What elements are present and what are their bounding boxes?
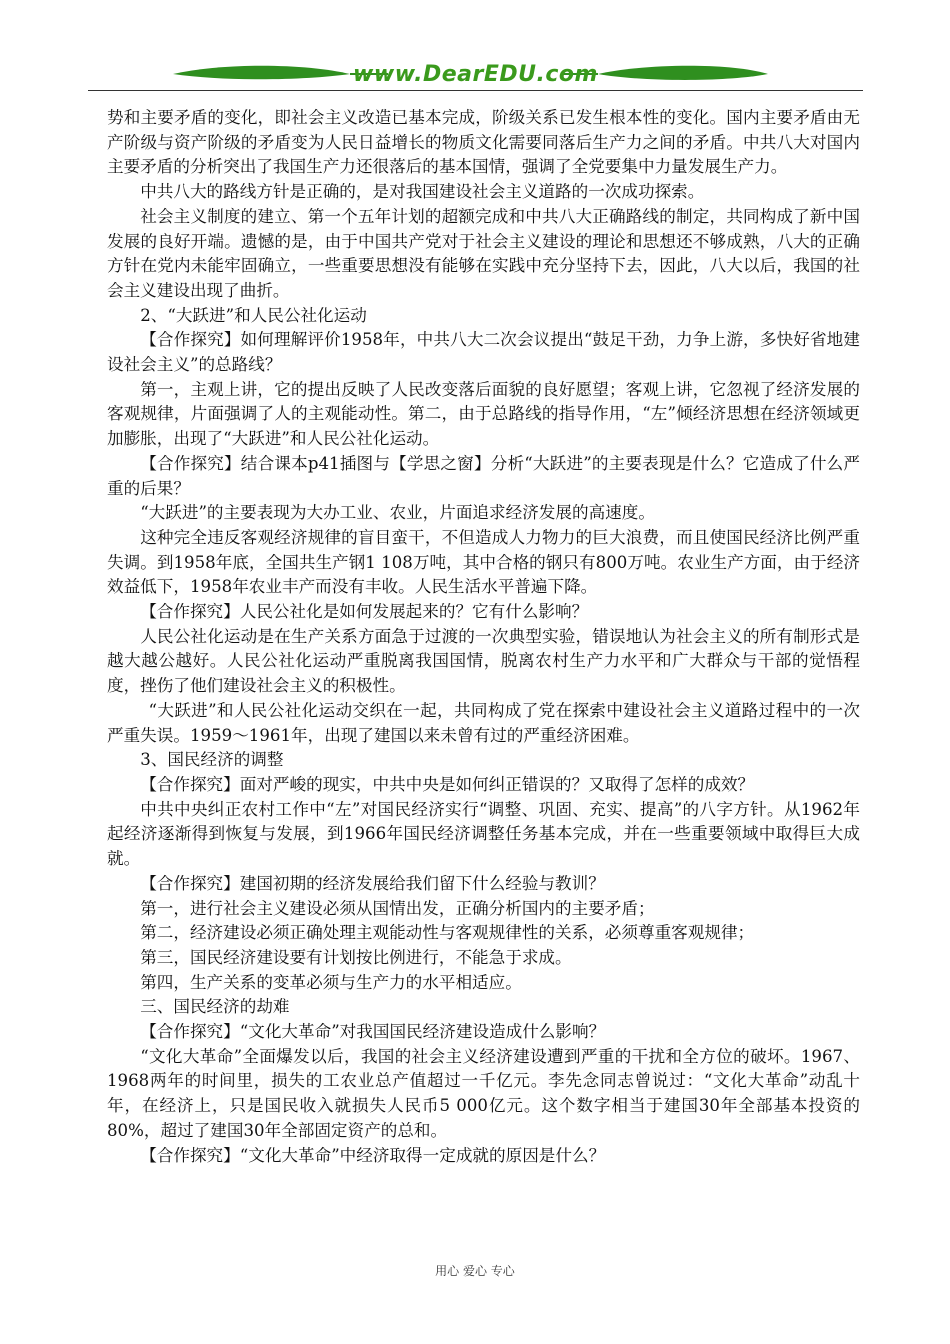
header-divider [88, 90, 863, 91]
paragraph: 社会主义制度的建立、第一个五年计划的超额完成和中共八大正确路线的制定，共同构成了新中国发展的良好开端。遗憾的是，由于中国共产党对于社会主义建设的理论和思想还不够成熟，八大的正确方针在党内未能牢固确立，一些重要思想没有能够在实践中充分坚持下去，因此，八大以后，我国的社会主义建设出现了曲折。 [107, 206, 860, 300]
paragraph: “大跃进”的主要表现为大办工业、农业，片面追求经济发展的高速度。 [140, 503, 655, 523]
list-item: 第二，经济建设必须正确处理主观能动性与客观规律性的关系，必须尊重客观规律； [140, 923, 755, 943]
site-logo: www.DearEDU.com [353, 62, 598, 87]
paragraph: “文化大革命”全面爆发以后，我国的社会主义经济建设遭到严重的干扰和全方位的破坏。1967、1968两年的时间里，损失的工农业总产值超过一千亿元。李先念同志曾说过：“文化大革命”动乱十年，在经济上，只是国民收入就损失人民币5 000亿元。这个数字相当于建国30年全部基本投资的80%，超过了建国30年全部固定资产的总和。 [107, 1046, 860, 1140]
section-heading: 2、“大跃进”和人民公社化运动 [140, 305, 367, 325]
paragraph: 中共中央纠正农村工作中“左”对国民经济实行“调整、巩固、充实、提高”的八字方针。从1962年起经济逐渐得到恢复与发展，到1966年国民经济调整任务基本完成，并在一些重要领域中取得巨大成就。 [107, 799, 860, 869]
paragraph: 第一，主观上讲，它的提出反映了人民改变落后面貌的良好愿望；客观上讲，它忽视了经济发展的客观规律，片面强调了人的主观能动性。第二，由于总路线的指导作用，“左”倾经济思想在经济领域更加膨胀，出现了“大跃进”和人民公社化运动。 [107, 379, 860, 449]
question-paragraph: 【合作探究】“文化大革命”对我国国民经济建设造成什么影响？ [140, 1022, 606, 1042]
page-footer: 用心 爱心 专心 [435, 1264, 515, 1278]
section-heading: 3、国民经济的调整 [140, 750, 284, 770]
question-paragraph: 【合作探究】面对严峻的现实，中共中央是如何纠正错误的？又取得了怎样的成效？ [140, 774, 755, 794]
question-paragraph: 【合作探究】人民公社化是如何发展起来的？它有什么影响？ [140, 602, 589, 622]
question-paragraph: 【合作探究】建国初期的经济发展给我们留下什么经验与教训？ [140, 873, 605, 893]
question-paragraph: 【合作探究】“文化大革命”中经济取得一定成就的原因是什么？ [140, 1145, 606, 1165]
paragraph: 人民公社化运动是在生产关系方面急于过渡的一次典型实验，错误地认为社会主义的所有制形式是越大越公越好。人民公社化运动严重脱离我国国情，脱离农村生产力水平和广大群众与干部的觉悟程度，挫伤了他们建设社会主义的积极性。 [107, 626, 860, 696]
section-heading: 三、国民经济的劫难 [140, 997, 290, 1017]
list-item: 第一，进行社会主义建设必须从国情出发，正确分析国内的主要矛盾； [140, 898, 655, 918]
question-paragraph: 【合作探究】结合课本p41插图与【学思之窗】分析“大跃进”的主要表现是什么？它造成了什么严重的后果？ [107, 453, 860, 498]
paragraph: “大跃进”和人民公社化运动交织在一起，共同构成了党在探索中建设社会主义道路过程中的一次严重失误。1959～1961年，出现了建国以来未曾有过的严重经济困难。 [107, 700, 860, 745]
document-body [107, 106, 860, 1168]
paragraph: 中共八大的路线方针是正确的，是对我国建设社会主义道路的一次成功探索。 [140, 182, 705, 202]
paragraph: 这种完全违反客观经济规律的盲目蛮干，不但造成人力物力的巨大浪费，而且使国民经济比例严重失调。到1958年底，全国共生产钢1 108万吨，其中合格的钢只有800万吨。农业生产方面，由于经济效益低下，1958年农业丰产而没有丰收。人民生活水平普遍下降。 [107, 527, 860, 597]
list-item: 第三，国民经济建设要有计划按比例进行，不能急于求成。 [140, 947, 572, 967]
paragraph: 势和主要矛盾的变化，即社会主义改造已基本完成，阶级关系已发生根本性的变化。国内主要矛盾由无产阶级与资产阶级的矛盾变为人民日益增长的物质文化需要同落后生产力之间的矛盾。中共八大对国内主要矛盾的分析突出了我国生产力还很落后的基本国情，强调了全党要集中力量发展生产力。 [107, 108, 860, 177]
list-item: 第四，生产关系的变革必须与生产力的水平相适应。 [140, 972, 522, 992]
question-paragraph: 【合作探究】如何理解评价1958年，中共八大二次会议提出“鼓足干劲，力争上游，多快好省地建设社会主义”的总路线？ [107, 330, 860, 375]
page-header [88, 60, 863, 100]
